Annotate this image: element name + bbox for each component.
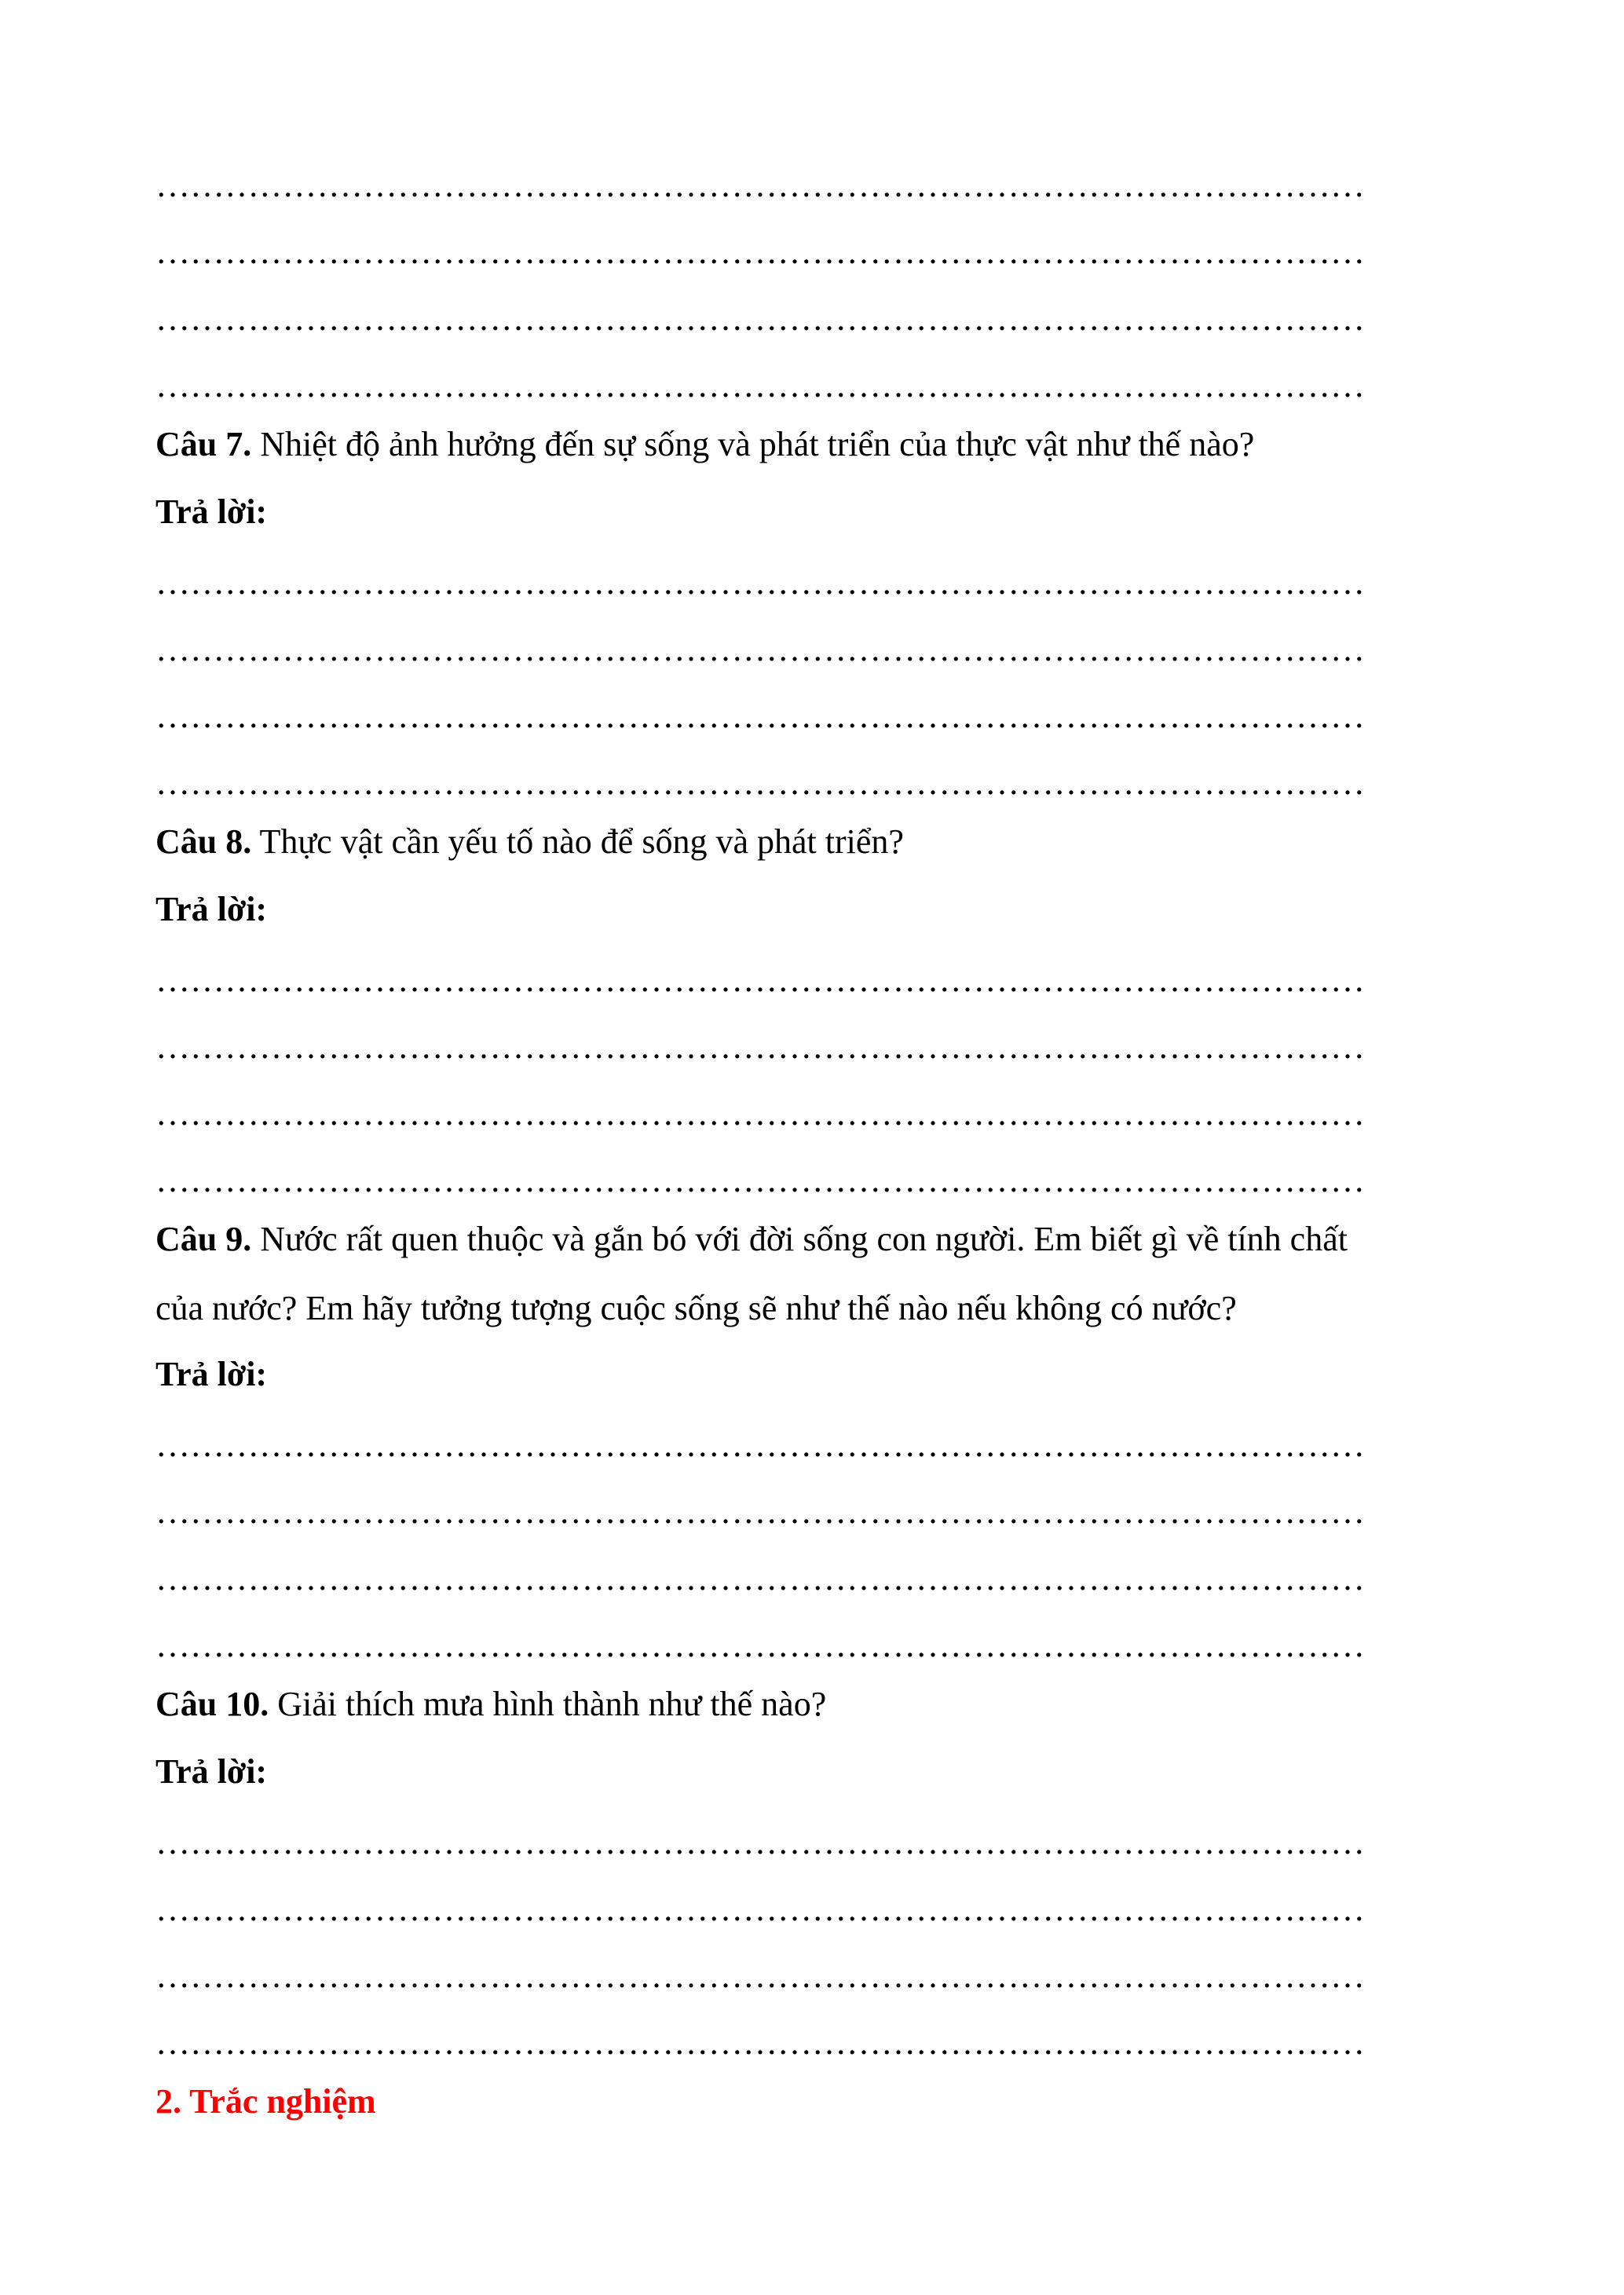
question-9-continuation: của nước? Em hãy tưởng tượng cuộc sống sẽ như thế nào nếu không có nước? bbox=[155, 1289, 1237, 1327]
question-8 bbox=[155, 818, 1475, 866]
answer-dotted-line: …………………………………………………………………………………………… bbox=[155, 1161, 1365, 1199]
answer-dotted-line: …………………………………………………………………………………………… bbox=[155, 961, 1365, 999]
answer-dotted-line: …………………………………………………………………………………………… bbox=[155, 563, 1365, 602]
answer-label: Trả lời: bbox=[155, 1752, 268, 1791]
answer-dotted-line: …………………………………………………………………………………………… bbox=[155, 1956, 1365, 1995]
question-text: Nhiệt độ ảnh hưởng đến sự sống và phát triển của thực vật như thế nào? bbox=[251, 425, 1255, 463]
question-text: Nước rất quen thuộc và gắn bó với đời sống con người. Em biết gì về tính chất bbox=[251, 1220, 1348, 1258]
question-text: Giải thích mưa hình thành như thế nào? bbox=[269, 1685, 827, 1723]
answer-dotted-line: …………………………………………………………………………………………… bbox=[155, 1559, 1365, 1598]
answer-dotted-line: …………………………………………………………………………………………… bbox=[155, 166, 1365, 204]
question-text: Thực vật cần yếu tố nào để sống và phát triển? bbox=[251, 822, 904, 861]
answer-dotted-line: …………………………………………………………………………………………… bbox=[155, 1094, 1365, 1133]
answer-dotted-line: …………………………………………………………………………………………… bbox=[155, 1492, 1365, 1531]
question-10 bbox=[155, 1681, 1475, 1728]
section-heading: 2. Trắc nghiệm bbox=[155, 2082, 376, 2121]
answer-dotted-line: …………………………………………………………………………………………… bbox=[155, 1626, 1365, 1664]
answer-dotted-line: …………………………………………………………………………………………… bbox=[155, 697, 1365, 735]
answer-dotted-line: …………………………………………………………………………………………… bbox=[155, 366, 1365, 404]
answer-label: Trả lời: bbox=[155, 1355, 268, 1393]
question-label: Câu 9. bbox=[155, 1220, 252, 1258]
question-label: Câu 10. bbox=[155, 1685, 269, 1723]
question-label: Câu 7. bbox=[155, 425, 252, 463]
question-7 bbox=[155, 421, 1475, 468]
answer-dotted-line: …………………………………………………………………………………………… bbox=[155, 630, 1365, 668]
answer-dotted-line: …………………………………………………………………………………………… bbox=[155, 763, 1365, 802]
answer-dotted-line: …………………………………………………………………………………………… bbox=[155, 2023, 1365, 2062]
answer-label: Trả lời: bbox=[155, 890, 268, 928]
answer-label: Trả lời: bbox=[155, 492, 268, 531]
answer-dotted-line: …………………………………………………………………………………………… bbox=[155, 1027, 1365, 1066]
question-9 bbox=[155, 1216, 1490, 1263]
answer-dotted-line: …………………………………………………………………………………………… bbox=[155, 232, 1365, 271]
answer-dotted-line: …………………………………………………………………………………………… bbox=[155, 1823, 1365, 1861]
question-label: Câu 8. bbox=[155, 822, 252, 861]
answer-dotted-line: …………………………………………………………………………………………… bbox=[155, 299, 1365, 338]
answer-dotted-line: …………………………………………………………………………………………… bbox=[155, 1426, 1365, 1464]
answer-dotted-line: …………………………………………………………………………………………… bbox=[155, 1890, 1365, 1928]
